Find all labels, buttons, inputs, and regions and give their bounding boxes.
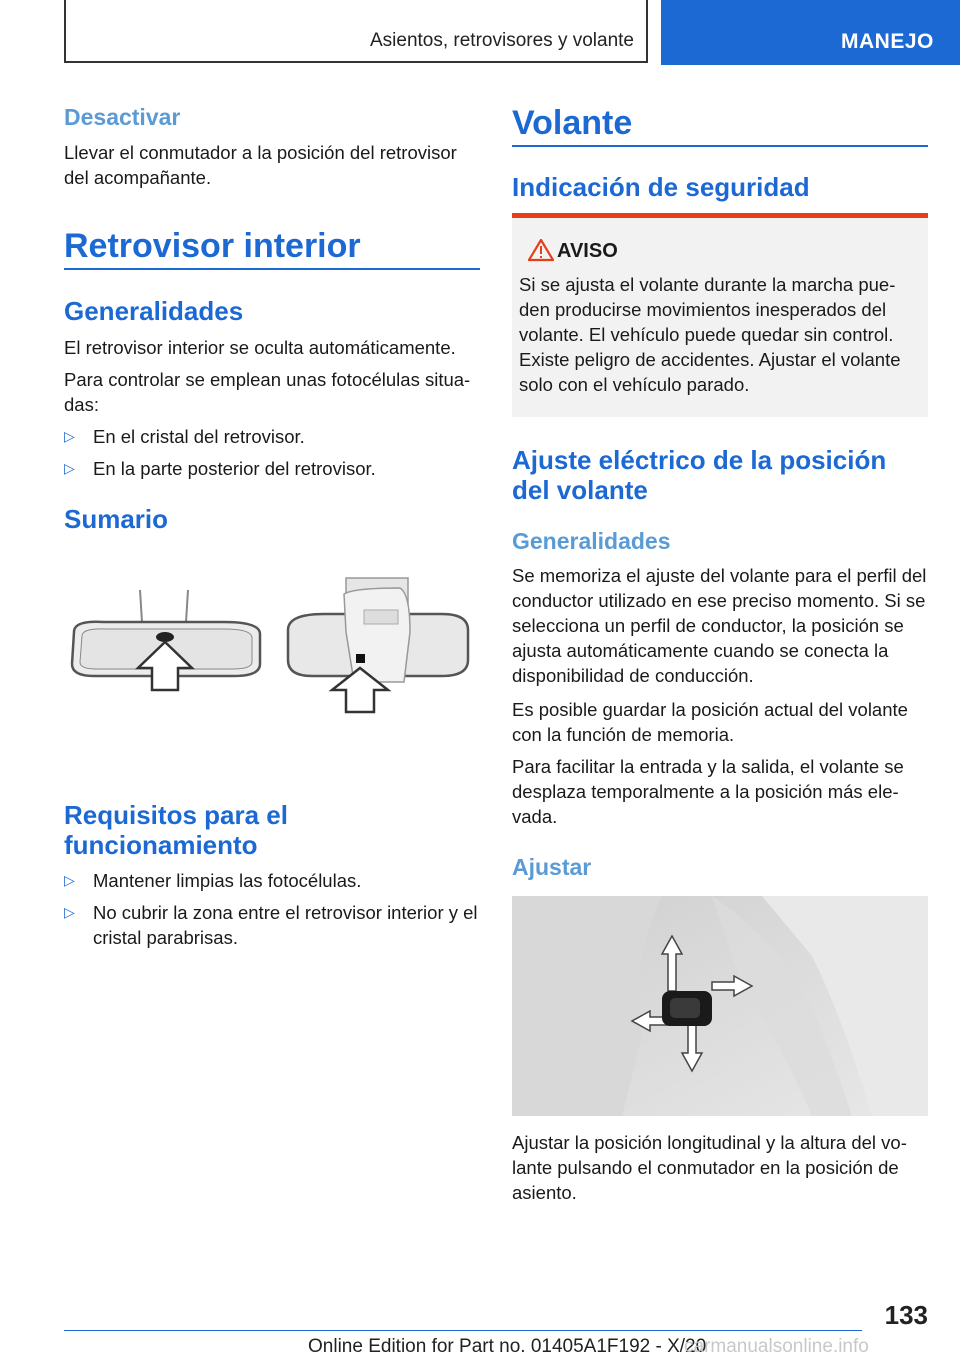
chapter-tab[interactable] [661,0,960,65]
triangle-bullet-icon: ▷ [64,872,75,888]
ajustar-text: Ajustar la posición longitudinal y la altura del volante pulsando el conmutador en la posición de asiento. [512,1132,907,1203]
heading-ajuste-electrico: Ajuste eléctrico de la posición del volante [512,445,887,505]
steering-switch-photo [512,896,928,1116]
heading-generalidades: Generalidades [64,296,244,326]
desactivar-text: Llevar el conmutador a la posición del retrovisor del acompañante. [64,142,457,188]
footer-rule [64,1330,862,1331]
section-title: Asientos, retrovisores y volante [369,30,634,51]
chapter-label: MANEJO [841,30,934,53]
watermark: carmanualsonline.info [684,1336,869,1357]
edition-text: Online Edition for Part no. 01405A1F192 - X/20 [308,1336,707,1357]
heading-retrovisor-interior: Retrovisor interior [64,227,361,265]
warning-text: Si se ajusta el volante durante la marcha pueden producirse movimientos inesperados del volante. El vehículo puede quedar sin control. Existe peligro de accidentes. Ajustar el volante solo con el vehículo parado. [519,274,901,395]
warning-title: AVISO [557,240,618,262]
heading-generalidades-volante: Generalidades [512,528,671,554]
heading-sumario: Sumario [64,504,169,534]
heading-rule [64,268,480,270]
volante-gen-p2: Es posible guardar la posición actual del volante con la función de memoria. [512,699,908,745]
triangle-bullet-icon: ▷ [64,460,75,476]
heading-ajustar: Ajustar [512,854,592,880]
mirror-illustration [64,572,480,732]
warning-box [512,218,928,417]
page-number: 133 [884,1300,928,1330]
heading-volante: Volante [512,104,633,142]
heading-requisitos: Requisitos para el funcionamiento [64,800,288,860]
triangle-bullet-icon: ▷ [64,904,75,920]
heading-desactivar: Desactivar [64,104,181,130]
triangle-bullet-icon: ▷ [64,428,75,444]
generalidades-p1: El retrovisor interior se oculta automáticamente. [64,337,456,358]
heading-indicacion-seguridad: Indicación de seguridad [512,172,810,202]
volante-gen-p1: Se memoriza el ajuste del volante para el perfil del conductor utilizado en ese preciso momento. Si se selecciona un perfil de conductor, la posición se ajusta automáticamente cuando se conecta la disponibilidad de conducción. [512,565,927,686]
warning-triangle-icon [528,238,554,262]
generalidades-p2: Para controlar se emplean unas fotocélulas situadas: [64,369,471,415]
running-header [64,0,648,63]
volante-gen-p3: Para facilitar la entrada y la salida, el volante se desplaza temporalmente a la posición más elevada. [512,756,904,827]
heading-rule [512,145,928,147]
